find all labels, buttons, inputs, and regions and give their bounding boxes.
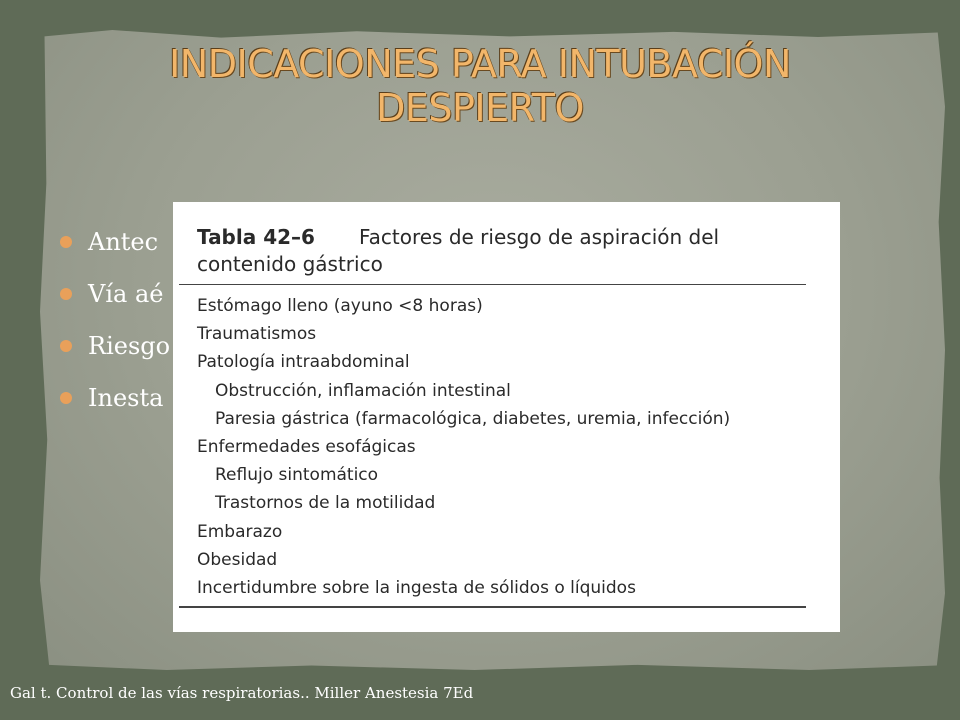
bullet-text: Vía aé	[88, 280, 164, 308]
table-rows	[197, 292, 730, 602]
bullet-item	[60, 216, 170, 268]
table-top-rule	[179, 284, 806, 285]
bullet-dot-icon	[60, 288, 72, 300]
table-bottom-rule	[179, 606, 806, 608]
risk-factors-table	[173, 202, 840, 632]
table-number: Tabla 42–6	[197, 225, 315, 249]
table-row: Paresia gástrica (farmacológica, diabetes, uremia, infección)	[215, 408, 731, 429]
bullet-dot-icon	[60, 236, 72, 248]
table-row: Reflujo sintomático	[215, 465, 379, 486]
table-caption	[197, 224, 817, 278]
table-row: Embarazo	[197, 521, 283, 542]
table-row: Traumatismos	[197, 324, 317, 345]
bullet-dot-icon	[60, 392, 72, 404]
bullet-text: Antec	[88, 228, 159, 256]
bullet-text: Riesgo	[88, 332, 171, 360]
table-row: Trastornos de la motilidad	[215, 493, 436, 514]
bullet-list	[60, 216, 170, 424]
citation: Gal t. Control de las vías respiratorias.. Miller Anestesia 7Ed	[10, 684, 474, 702]
bullet-item	[60, 268, 170, 320]
table-caption-line2: contenido gástrico	[197, 252, 383, 276]
bullet-item	[60, 372, 170, 424]
table-row: Patología intraabdominal	[197, 352, 410, 373]
table-caption-line1: Factores de riesgo de aspiración del	[358, 225, 720, 249]
table-row: Obesidad	[197, 549, 278, 570]
slide-title: INDICACIONES PARA INTUBACIÓN DESPIERTO	[169, 42, 791, 130]
table-row: Enfermedades esofágicas	[197, 437, 416, 458]
bullet-text: Inesta	[88, 384, 164, 412]
bullet-dot-icon	[60, 340, 72, 352]
bullet-item	[60, 320, 170, 372]
table-row: Incertidumbre sobre la ingesta de sólidos o líquidos	[197, 578, 636, 599]
table-row: Obstrucción, inflamación intestinal	[215, 380, 511, 401]
table-row: Estómago lleno (ayuno <8 horas)	[197, 296, 483, 316]
